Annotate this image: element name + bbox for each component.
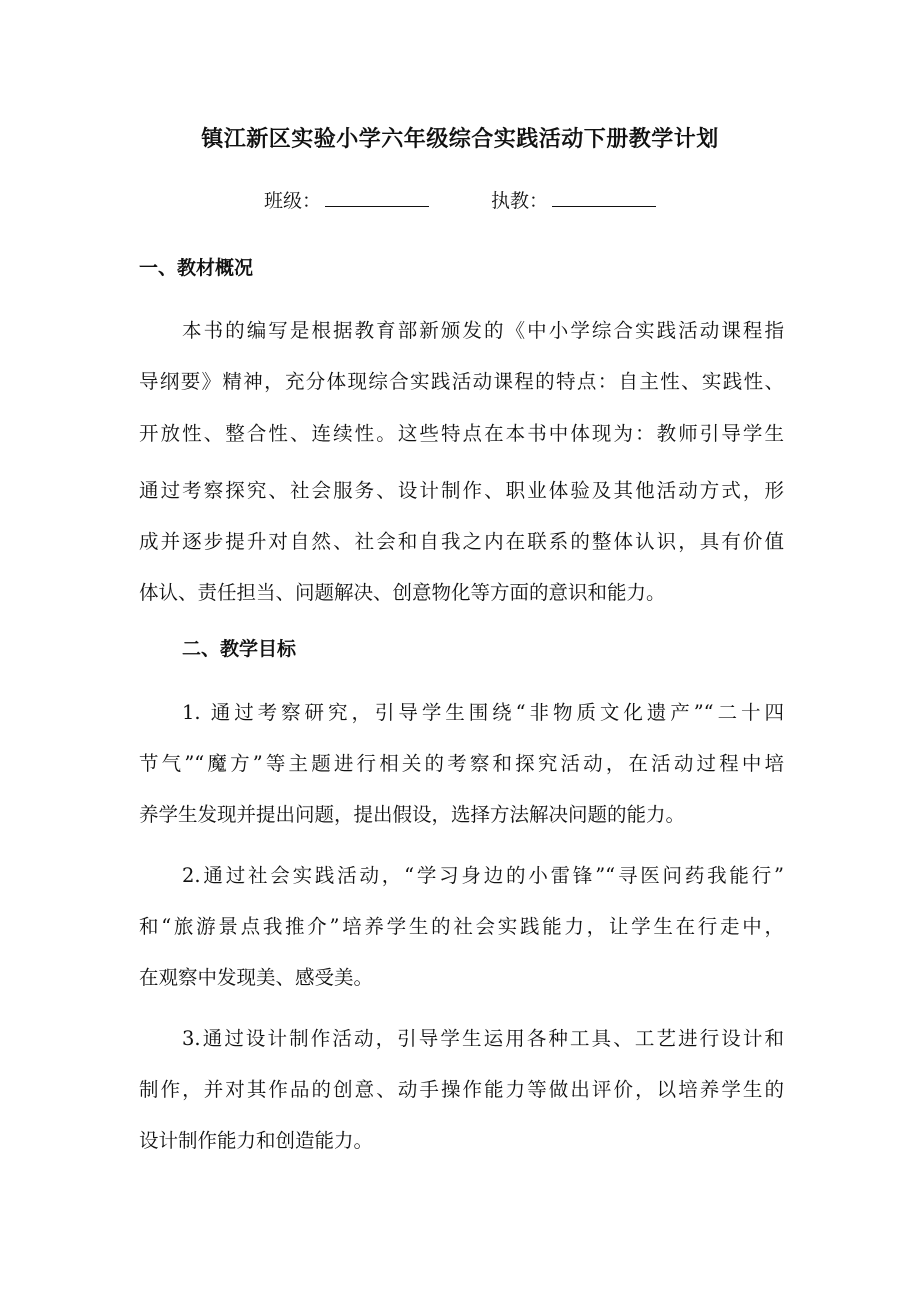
goal-1-line: 养学生发现并提出问题，提出假设，选择方法解决问题的能力。 bbox=[139, 803, 686, 826]
class-field bbox=[264, 186, 429, 213]
paragraph-line: 本书的编写是根据教育部新颁发的《中小学综合实践活动课程指 bbox=[182, 319, 784, 342]
paragraph-line: 开放性、整合性、连续性。这些特点在本书中体现为：教师引导学生 bbox=[139, 422, 784, 445]
goal-2-line: 在观察中发现美、感受美。 bbox=[139, 966, 374, 989]
section-heading-overview: 一、教材概况 bbox=[139, 257, 254, 279]
paragraph-line: 体认、责任担当、问题解决、创意物化等方面的意识和能力。 bbox=[139, 581, 666, 604]
goal-1-line: 1. 通过考察研究，引导学生围绕“非物质文化遗产”“二十四 bbox=[182, 701, 784, 724]
teacher-field bbox=[491, 186, 656, 213]
document-meta bbox=[0, 186, 920, 213]
teacher-blank bbox=[552, 188, 656, 207]
goal-3-line: 制作，并对其作品的创意、动手操作能力等做出评价，以培养学生的 bbox=[139, 1078, 784, 1101]
document-title: 镇江新区实验小学六年级综合实践活动下册教学计划 bbox=[201, 127, 719, 152]
paragraph-line: 导纲要》精神，充分体现综合实践活动课程的特点：自主性、实践性、 bbox=[139, 370, 784, 393]
goal-2-line: 和“旅游景点我推介”培养学生的社会实践能力，让学生在行走中， bbox=[139, 915, 784, 938]
goal-3-line: 设计制作能力和创造能力。 bbox=[139, 1129, 374, 1152]
class-label: 班级： bbox=[263, 190, 321, 212]
paragraph-line: 通过考察探究、社会服务、设计制作、职业体验及其他活动方式，形 bbox=[139, 479, 784, 502]
goal-1-line: 节气”“魔方”等主题进行相关的考察和探究活动，在活动过程中培 bbox=[139, 752, 784, 775]
paragraph-line: 成并逐步提升对自然、社会和自我之内在联系的整体认识，具有价值 bbox=[139, 530, 784, 553]
goal-2-line: 2.通过社会实践活动，“学习身边的小雷锋”“寻医问药我能行” bbox=[182, 864, 784, 887]
class-blank bbox=[325, 188, 429, 207]
teacher-label: 执教： bbox=[491, 190, 549, 212]
section-heading-goals: 二、教学目标 bbox=[182, 638, 297, 660]
goal-3-line: 3.通过设计制作活动，引导学生运用各种工具、工艺进行设计和 bbox=[182, 1027, 784, 1050]
